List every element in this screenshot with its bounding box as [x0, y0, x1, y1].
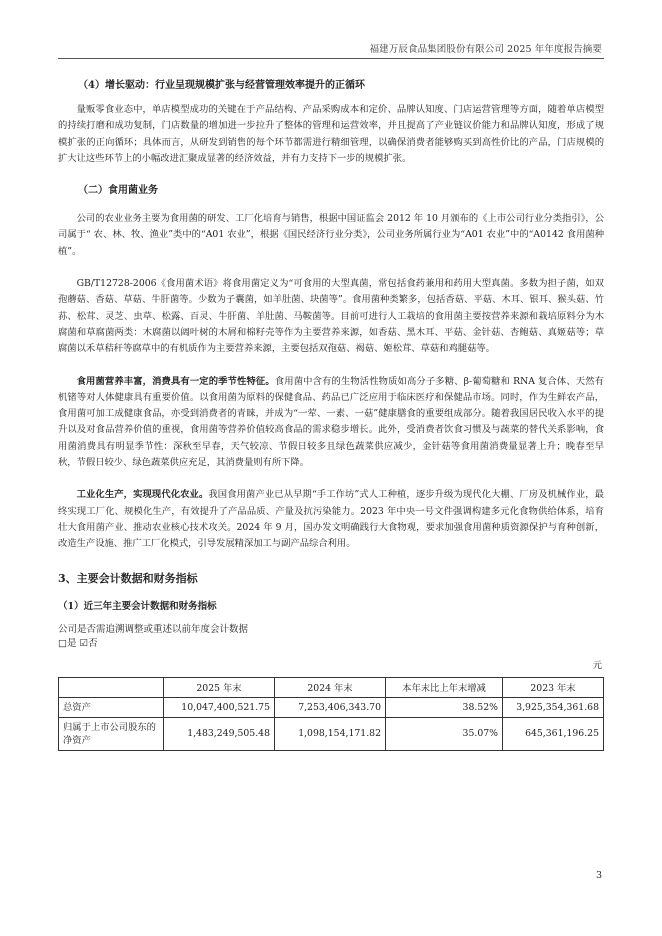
table-header-row [59, 677, 604, 697]
table-cell: 归属于上市公司股东的净资产 [59, 717, 164, 750]
mushroom-paragraph-4-lead: 工业化生产，实现现代化农业。 [76, 489, 209, 501]
financial-indicators-table [58, 677, 604, 751]
mushroom-paragraph-3 [58, 374, 604, 472]
mushroom-paragraph-4-body: 我国食用菌产业已从早期“手工作坊”式人工种植，逐步升级为现代化大棚、厂房及机械作业，最终实现工厂化、规模化生产，有效提升了产品品质、产量及抗污染能力。2023 年中央一号文件强调构建多元化食物供给体系，培育壮大食用菌产业、推动农业核心技术攻关。2024 年 9 月，国办发文明确践行大食物观，要求加强食用菌种质资源保护与育种创新，改造生产设施、推广工厂化模式，引导发展精深加工与副产品综合利用。 [58, 489, 604, 550]
report-header-title: 福建万辰食品集团股份有限公司 2025 年年度报告摘要 [369, 44, 602, 55]
table-header-cell: 2025 年末 [164, 677, 275, 697]
mushroom-paragraph-3-body: 食用菌中含有的生物活性物质如高分子多糖、β-葡萄糖和 RNA 复合体、天然有机锗等对人体健康具有重要价值。以食用菌为原料的保健食品、药品已广泛应用于临床医疗和保健品市场。同时，作为生鲜农产品，食用菌可加工成健康食品，亦受到消费者的青睐，并成为“一荤、一素、一菇”健康膳食的重要组成部分。随着我国居民收入水平的提升以及对食品营养价值的重视，食用菌等营养价值较高食品的需求稳步增长。此外，受消费者饮食习惯及与蔬菜的替代关系影响，食用菌消费具有明显季节性：深秋至早春，天气较凉、节假日较多且绿色蔬菜供应减少，金针菇等食用菌消费量显著上升；晚春至早秋，节假日较少、绿色蔬菜供应充足，其消费量则有所下降。 [58, 375, 604, 469]
finance-subheading: （1）近三年主要会计数据和财务指标 [58, 600, 217, 612]
table-header-cell: 2023 年末 [503, 677, 604, 697]
table-cell: 3,925,354,361.68 [503, 697, 604, 717]
table-row [59, 717, 604, 750]
table-cell: 38.52% [386, 697, 503, 717]
table-cell: 645,361,196.25 [503, 717, 604, 750]
mushroom-paragraph-1: 公司的农业业务主要为食用菌的研发、工厂化培育与销售，根据中国证监会 2012 年 10 月颁布的《上市公司行业分类指引》，公司属于“ 农、林、牧、渔业”类中的“A01 农业”，根据《国民经济行业分类》，公司业务所属行业为“A01 农业”中的“A0142 食用菌种植”。 [58, 213, 604, 257]
finance-heading: 3、主要会计数据和财务指标 [58, 571, 198, 585]
table-cell: 1,098,154,171.82 [275, 717, 386, 750]
mushroom-heading: （二）食用菌业务 [78, 185, 158, 197]
header-rule [58, 58, 604, 59]
growth-heading: （4）增长驱动：行业呈现规模扩张与经营管理效率提升的正循环 [78, 80, 365, 91]
mushroom-paragraph-4 [58, 487, 604, 552]
restate-answer: □是 ☑否 [58, 637, 98, 649]
unit-label: 元 [592, 659, 602, 671]
table-row [59, 697, 604, 717]
table-cell: 10,047,400,521.75 [164, 697, 275, 717]
mushroom-paragraph-2: GB/T12728-2006《食用菌术语》将食用菌定义为“可食用的大型真菌，常包括食药兼用和药用大型真菌。多数为担子菌，如双孢蘑菇、香菇、草菇、牛肝菌等。少数为子囊菌，如羊肚菌、块菌等”。食用菌种类繁多，包括香菇、平菇、木耳、银耳、猴头菇、竹荪、松茸、灵芝、虫草、松露、百灵、牛肝菌、羊肚菌、马鞍菌等。目前可进行人工栽培的食用菌主要按营养来源和栽培原料分为木腐菌和草腐菌两类：木腐菌以阔叶树的木屑和棉籽壳等作为主要营养来源，如香菇、黑木耳、平菇、金针菇、杏鲍菇、真姬菇等；草腐菌以禾草秸秆等腐草中的有机质作为主要营养来源，主要包括双孢菇、褐菇、姬松茸、草菇和鸡腿菇等。 [58, 278, 604, 355]
table-header-cell [59, 677, 164, 697]
table-header-cell: 2024 年末 [275, 677, 386, 697]
table-header-cell: 本年末比上年末增减 [386, 677, 503, 697]
table-cell: 35.07% [386, 717, 503, 750]
restate-question: 公司是否需追溯调整或重述以前年度会计数据 [58, 623, 249, 635]
mushroom-paragraph-3-lead: 食用菌营养丰富，消费具有一定的季节性特征。 [76, 375, 275, 387]
page-number: 3 [595, 870, 602, 881]
growth-paragraph: 量贩零食业态中，单店模型成功的关键在于产品结构、产品采购成本和定价、品牌认知度、门店运营管理等方面，随着单店模型的持续打磨和成功复制，门店数量的增加进一步拉升了整体的管理和运营效率，并且提高了产业链议价能力和品牌认知度，形成了规模扩张的正向循环；具体而言，从研发到销售的每个环节都需进行精细管理，以确保消费者能够购买到高性价比的产品，门店规模的扩大让这些环节上的小幅改进汇聚成显著的经济效益，并有力支持下一步的规模扩张。 [58, 104, 604, 164]
table-cell: 1,483,249,505.48 [164, 717, 275, 750]
table-cell: 7,253,406,343.70 [275, 697, 386, 717]
table-cell: 总资产 [59, 697, 164, 717]
page-content [58, 78, 604, 751]
